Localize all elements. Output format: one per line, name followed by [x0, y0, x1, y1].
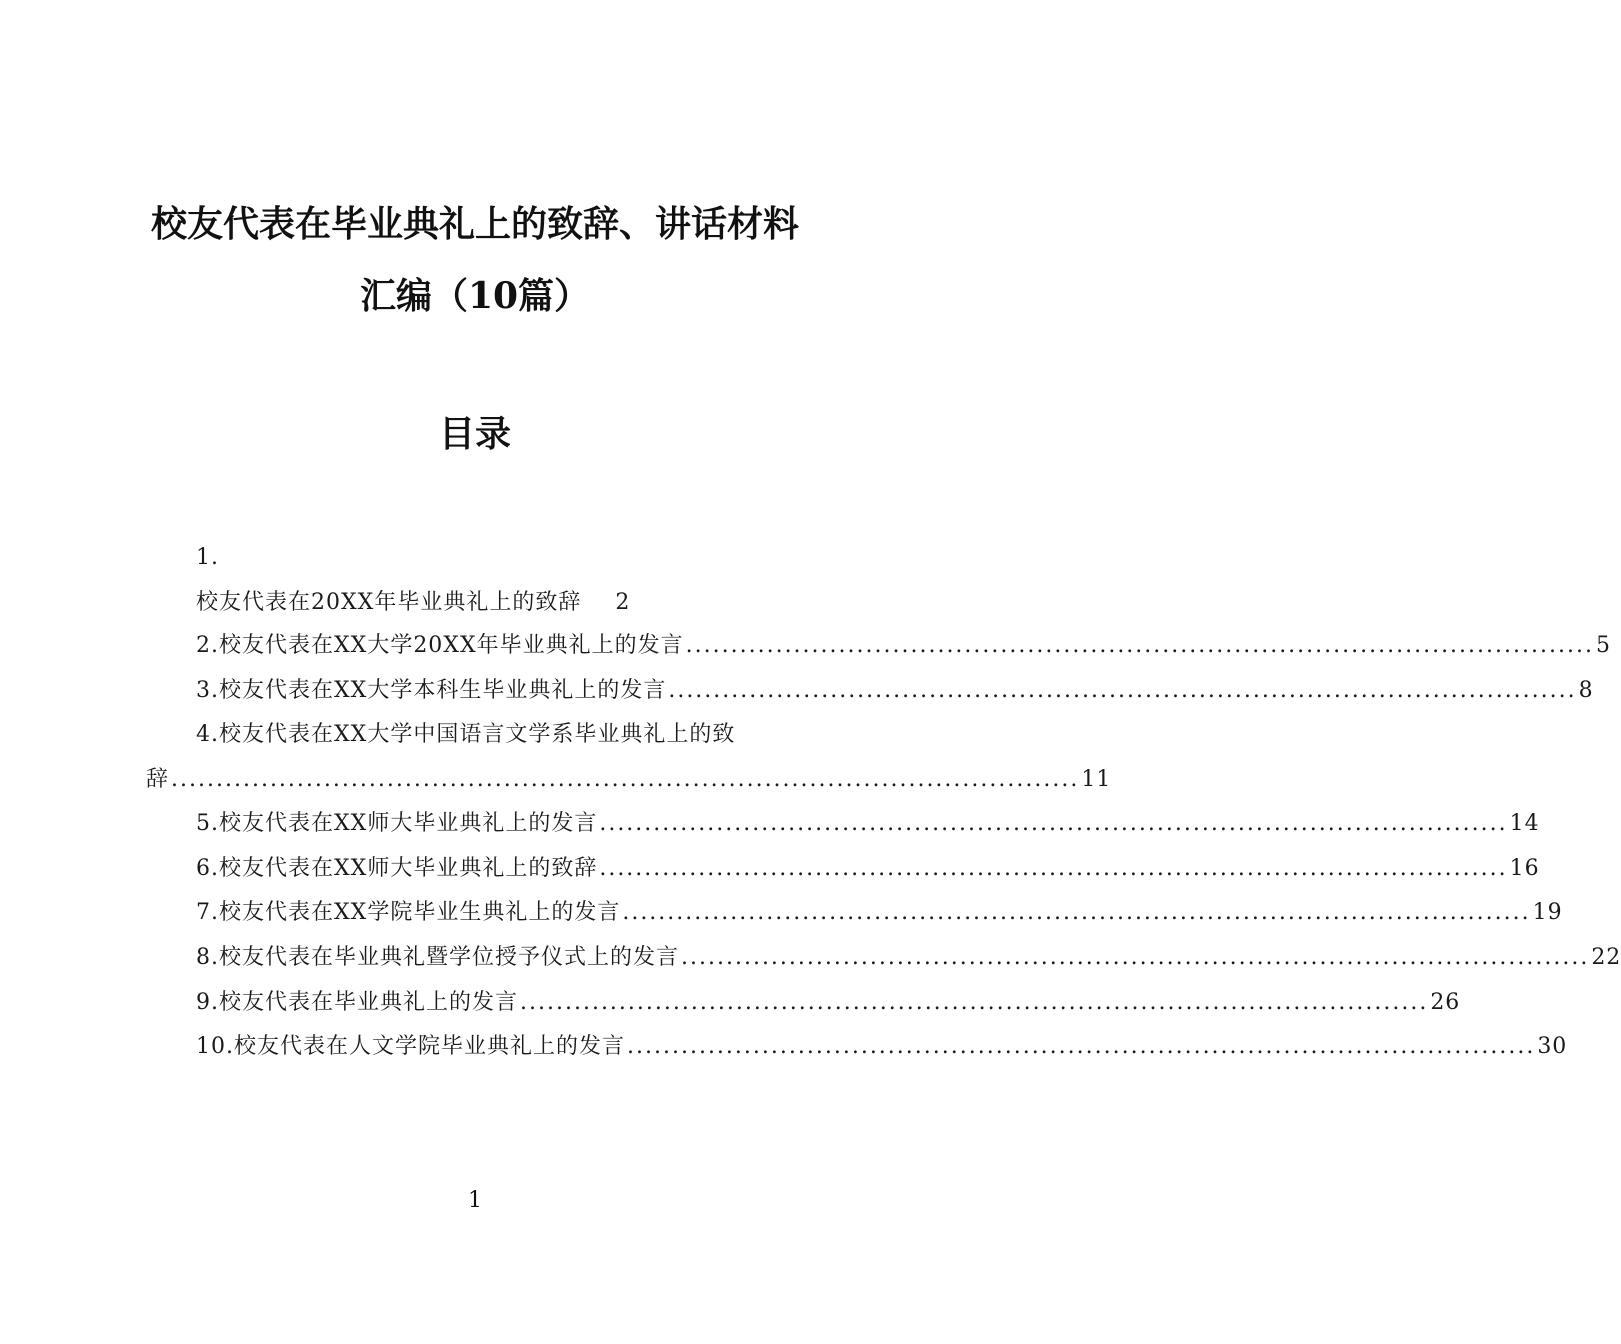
toc-entry-9-title: 9.校友代表在毕业典礼上的发言: [196, 990, 518, 1015]
toc-entry-10-title: 10.校友代表在人文学院毕业典礼上的发言: [196, 1034, 625, 1059]
toc-heading: 目录: [438, 413, 511, 455]
toc-entry-8-page: 22: [1591, 945, 1621, 970]
toc-entry-3[interactable]: [196, 676, 1594, 706]
toc-entry-8[interactable]: [196, 943, 1621, 973]
toc-entry-5-title: 5.校友代表在XX师大毕业典礼上的发言: [196, 811, 598, 836]
toc-entry-2-page: 5: [1595, 633, 1611, 658]
toc-entry-3-page: 8: [1578, 678, 1594, 703]
toc-entry-6-leader: .....................................................................................................: [599, 856, 1508, 881]
toc-entry-10-leader: .....................................................................................................: [627, 1034, 1536, 1059]
toc-entry-4-title-line2: 辞: [146, 767, 170, 792]
toc-entry-8-title: 8.校友代表在毕业典礼暨学位授予仪式上的发言: [196, 945, 679, 970]
page-number: 1: [468, 1188, 482, 1213]
toc-entry-7-leader: .....................................................................................................: [622, 900, 1531, 925]
toc-entry-7-title: 7.校友代表在XX学院毕业生典礼上的发言: [196, 900, 621, 925]
toc-entry-1-title: 校友代表在20XX年毕业典礼上的致辞: [196, 590, 582, 615]
toc-entry-4-page: 11: [1081, 767, 1112, 792]
toc-entry-3-title: 3.校友代表在XX大学本科生毕业典礼上的发言: [196, 678, 667, 703]
toc-entry-1[interactable]: [196, 588, 630, 618]
toc-entry-5[interactable]: [196, 809, 1540, 839]
toc-entry-5-leader: .....................................................................................................: [599, 811, 1508, 836]
toc-entry-6[interactable]: [196, 854, 1540, 884]
toc-entry-9[interactable]: [196, 988, 1461, 1018]
toc-entry-4-leader: .....................................................................................................: [171, 767, 1080, 792]
toc-entry-6-page: 16: [1509, 856, 1540, 881]
toc-entry-7-page: 19: [1532, 900, 1563, 925]
toc-entry-10[interactable]: [196, 1032, 1568, 1062]
toc-entry-1-page: 2: [615, 590, 631, 615]
toc-entry-5-page: 14: [1509, 811, 1540, 836]
toc-entry-10-page: 30: [1537, 1034, 1568, 1059]
toc-entry-2-leader: .....................................................................................................: [685, 633, 1594, 658]
toc-entry-9-leader: .....................................................................................................: [520, 990, 1429, 1015]
toc-entry-3-leader: .....................................................................................................: [668, 678, 1577, 703]
toc-entry-7[interactable]: [196, 898, 1563, 928]
toc-entry-1-number: 1.: [196, 545, 219, 570]
toc-entry-6-title: 6.校友代表在XX师大毕业典礼上的致辞: [196, 856, 598, 881]
toc-entry-4-title-line1[interactable]: 4.校友代表在XX大学中国语言文学系毕业典礼上的致: [196, 722, 736, 747]
toc-entry-9-page: 26: [1430, 990, 1461, 1015]
toc-entry-4[interactable]: [146, 765, 1112, 795]
toc-entry-8-leader: .....................................................................................................: [681, 945, 1590, 970]
toc-entry-2[interactable]: [196, 631, 1611, 661]
toc-entry-2-title: 2.校友代表在XX大学20XX年毕业典礼上的发言: [196, 633, 684, 658]
document-title-line2: 汇编（10篇）: [359, 275, 591, 317]
document-title-line1: 校友代表在毕业典礼上的致辞、讲话材料: [150, 203, 799, 245]
